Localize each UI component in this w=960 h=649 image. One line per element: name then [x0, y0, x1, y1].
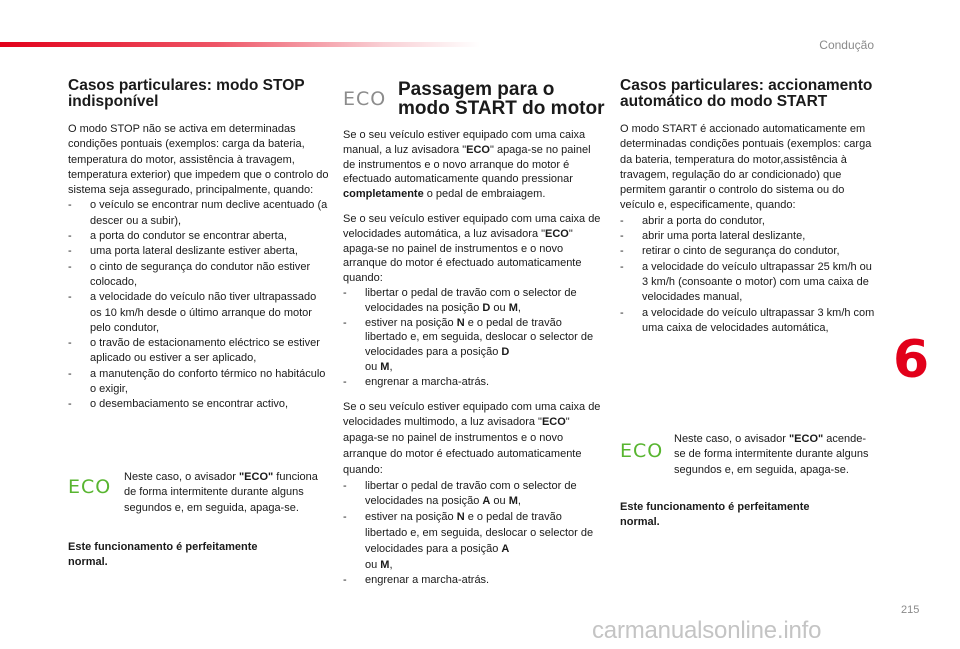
- list-item: - abrir a porta do condutor,: [620, 214, 878, 229]
- stop-unavailable-intro: O modo STOP não se activa em determinadas condições pontuais (exemplos: carga da bateria, temperatura do motor, assistência à travagem, temperatura exterior) que impedem que o controlo do sistema seja assegurado, principalmente, quando:: [68, 123, 329, 197]
- header-accent-bar: [0, 42, 480, 47]
- list-item: - o cinto de segurança do condutor não estiver colocado,: [68, 260, 330, 291]
- list-item: - estiver na posição N e o pedal de travão libertado e, em seguida, deslocar o selector de velocidades para a posição D ou M,: [343, 316, 605, 375]
- list-item: - a porta do condutor se encontrar aberta,: [68, 229, 330, 244]
- automatic-gearbox-list: [343, 286, 605, 390]
- notice-text: Neste caso, o avisador "ECO" funciona de forma intermitente durante alguns segundos e, em seguida, apaga-se.: [124, 471, 318, 514]
- manual-gearbox-paragraph: Se o seu veículo estiver equipado com uma caixa manual, a luz avisadora "ECO" apaga-se no painel de instrumentos e o novo arranque do motor é efectuado automaticamente quando pressionar completamente o pedal de embraiagem.: [343, 129, 591, 201]
- list-item: - uma porta lateral deslizante estiver aberta,: [68, 244, 330, 259]
- list-item: - libertar o pedal de travão com o selector de velocidades na posição A ou M,: [343, 479, 605, 511]
- notice-start-automatic: [620, 432, 878, 532]
- multimode-gearbox-list: [343, 479, 605, 590]
- multimode-gearbox-paragraph: Se o seu veículo estiver equipado com uma caixa de velocidades multimodo, a luz avisadora "ECO" apaga-se no painel de instrumentos e o novo arranque do motor é efectuado automaticamente quando:: [343, 400, 601, 476]
- automatic-gearbox-paragraph: Se o seu veículo estiver equipado com uma caixa de velocidades automática, a luz avisadora "ECO" apaga-se no painel de instrumentos e o novo arranque do motor é efectuado automaticamente quando:: [343, 212, 601, 285]
- start-automatic-intro: O modo START é accionado automaticamente em determinadas condições pontuais (exemplos: carga da bateria, temperatura do motor,assistência à travagem, regulação do ar condicionado) que permitem garantir o controlo do sistema ou do veículo e, especificamente, quando:: [620, 123, 872, 212]
- list-item: - a velocidade do veículo ultrapassar 3 km/h com uma caixa de velocidades automática,: [620, 306, 878, 337]
- list-item: - o veículo se encontrar num declive acentuado (a descer ou a subir),: [68, 198, 330, 229]
- chapter-number: 6: [893, 330, 930, 390]
- start-automatic-heading: Casos particulares: accionamento automático do modo START: [620, 77, 873, 110]
- list-item: - estiver na posição N e o pedal de travão libertado e, em seguida, deslocar o selector de velocidades para a posição A ou M,: [343, 510, 605, 573]
- eco-grey-icon: ECO: [343, 88, 387, 110]
- stop-unavailable-heading: Casos particulares: modo STOP indisponível: [68, 77, 305, 110]
- page-number: 215: [901, 604, 920, 616]
- normal-operation-note: Este funcionamento é perfeitamente normal.: [620, 501, 810, 529]
- start-mode-heading: Passagem para o modo START do motor: [398, 79, 605, 119]
- column-start-automatic: [620, 78, 878, 336]
- notice-text: Neste caso, o avisador "ECO" acende-se de forma intermitente durante alguns segundos e, em seguida, apaga-se.: [674, 433, 869, 476]
- list-item: - engrenar a marcha-atrás.: [343, 375, 605, 390]
- eco-green-icon: ECO: [68, 476, 112, 498]
- list-item: - o travão de estacionamento eléctrico se estiver aplicado ou estiver a ser aplicado,: [68, 336, 330, 367]
- normal-operation-note: Este funcionamento é perfeitamente normal.: [68, 541, 258, 569]
- start-automatic-list: [620, 214, 878, 336]
- list-item: - engrenar a marcha-atrás.: [343, 573, 605, 589]
- list-item: - a velocidade do veículo não tiver ultrapassado os 10 km/h desde o último arranque do motor pelo condutor,: [68, 290, 330, 336]
- eco-green-icon: ECO: [620, 440, 664, 462]
- list-item: - abrir uma porta lateral deslizante,: [620, 229, 878, 244]
- list-item: - libertar o pedal de travão com o selector de velocidades na posição D ou M,: [343, 286, 605, 316]
- list-item: - o desembaciamento se encontrar activo,: [68, 397, 330, 412]
- stop-unavailable-list: [68, 198, 330, 412]
- start-mode-header: [343, 80, 605, 120]
- list-item: - retirar o cinto de segurança do condutor,: [620, 244, 878, 259]
- notice-stop-unavailable: [68, 470, 330, 570]
- watermark-text: carmanualsonline.info: [592, 617, 822, 644]
- list-item: - a manutenção do conforto térmico no habitáculo o exigir,: [68, 367, 330, 398]
- section-title: Condução: [819, 38, 874, 52]
- column-stop-unavailable: [68, 78, 330, 413]
- column-start-mode: [343, 80, 605, 589]
- list-item: - a velocidade do veículo ultrapassar 25 km/h ou 3 km/h (consoante o motor) com uma caixa de velocidades manual,: [620, 260, 878, 306]
